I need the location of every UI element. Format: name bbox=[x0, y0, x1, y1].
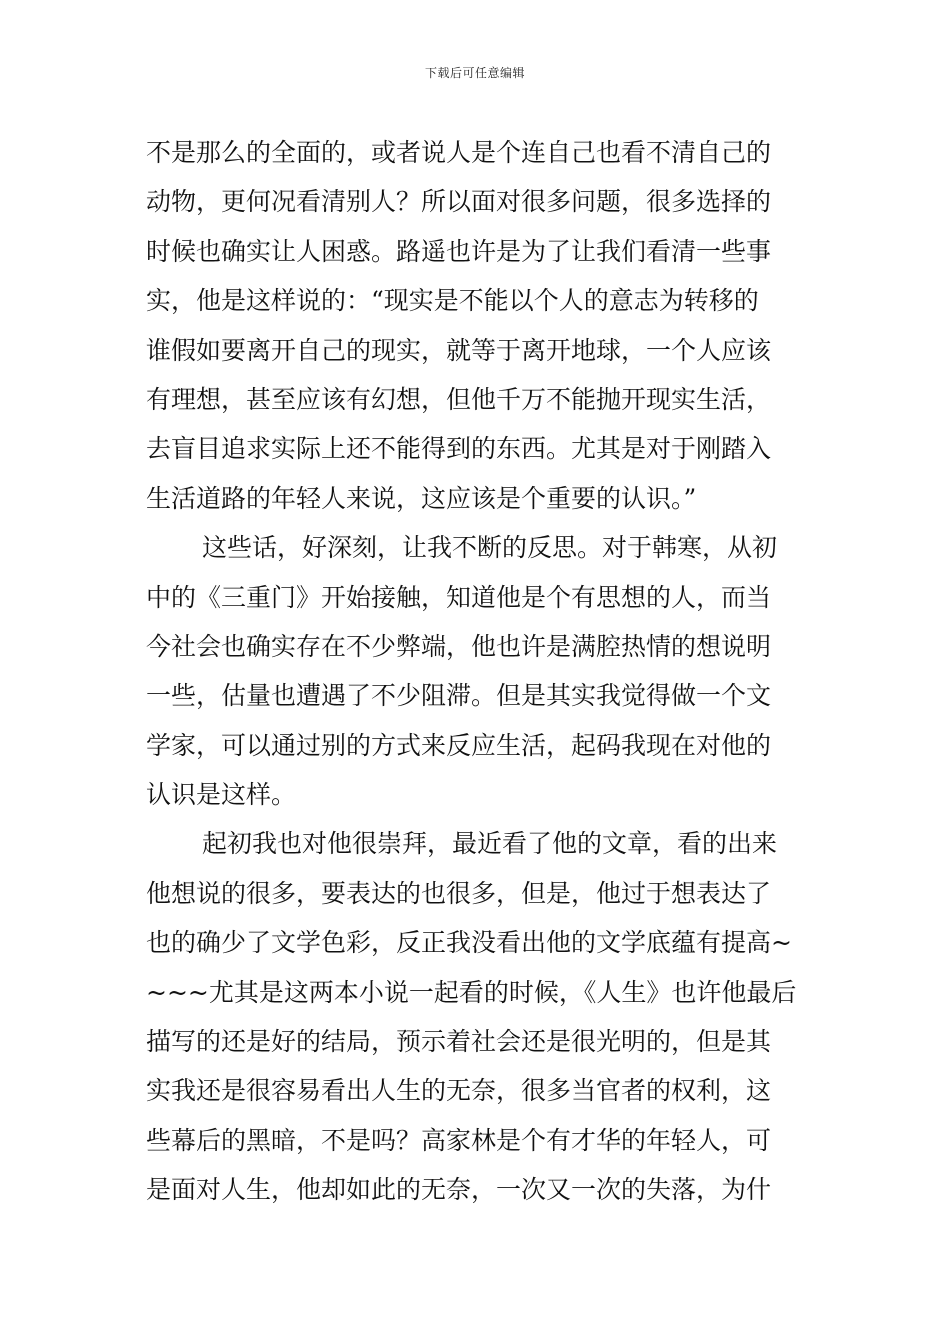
text-line-4: 实，他是这样说的：“现实是不能以个人的意志为转移的 bbox=[146, 286, 759, 316]
text-line-12: 一些，估量也遭遇了不少阻滞。但是其实我觉得做一个文 bbox=[146, 681, 772, 711]
text-line-5: 谁假如要离开自己的现实，就等于离开地球，一个人应该 bbox=[146, 335, 772, 365]
body-text bbox=[146, 128, 811, 1215]
text-line-22: 是面对人生，他却如此的无奈，一次又一次的失落，为什 bbox=[146, 1175, 772, 1205]
text-line-16: 他想说的很多，要表达的也很多，但是，他过于想表达了 bbox=[146, 878, 772, 908]
text-line-14: 认识是这样。 bbox=[146, 780, 297, 810]
text-line-11: 今社会也确实存在不少弊端，他也许是满腔热情的想说明 bbox=[146, 631, 772, 661]
text-line-8: 生活道路的年轻人来说，这应该是个重要的认识。” bbox=[146, 483, 697, 513]
text-line-18: ~~~尤其是这两本小说一起看的时候，《人生》也许他最后 bbox=[146, 977, 797, 1007]
text-line-15: 起初我也对他很崇拜，最近看了他的文章，看的出来 bbox=[202, 829, 778, 859]
text-line-13: 学家，可以通过别的方式来反应生活，起码我现在对他的 bbox=[146, 730, 772, 760]
text-line-3: 时候也确实让人困惑。路遥也许是为了让我们看清一些事 bbox=[146, 236, 772, 266]
text-line-1: 不是那么的全面的，或者说人是个连自己也看不清自己的 bbox=[146, 138, 772, 167]
text-line-2: 动物，更何况看清别人？所以面对很多问题，很多选择的 bbox=[146, 187, 772, 217]
text-line-7: 去盲目追求实际上还不能得到的东西。尤其是对于刚踏入 bbox=[146, 434, 772, 464]
text-line-6: 有理想，甚至应该有幻想，但他千万不能抛开现实生活， bbox=[146, 384, 772, 414]
text-line-17: 也的确少了文学色彩，反正我没看出他的文学底蕴有提高~ bbox=[146, 928, 792, 958]
text-line-21: 些幕后的黑暗，不是吗？高家林是个有才华的年轻人，可 bbox=[146, 1125, 772, 1155]
text-line-9: 这些话，好深刻，让我不断的反思。对于韩寒，从初 bbox=[202, 533, 778, 563]
text-line-19: 描写的还是好的结局，预示着社会还是很光明的，但是其 bbox=[146, 1027, 772, 1057]
page-header: 下载后可任意编辑 bbox=[424, 66, 525, 80]
text-line-10: 中的《三重门》开始接触，知道他是个有思想的人，而当 bbox=[146, 582, 772, 612]
text-line-20: 实我还是很容易看出人生的无奈，很多当官者的权利，这 bbox=[146, 1076, 772, 1106]
